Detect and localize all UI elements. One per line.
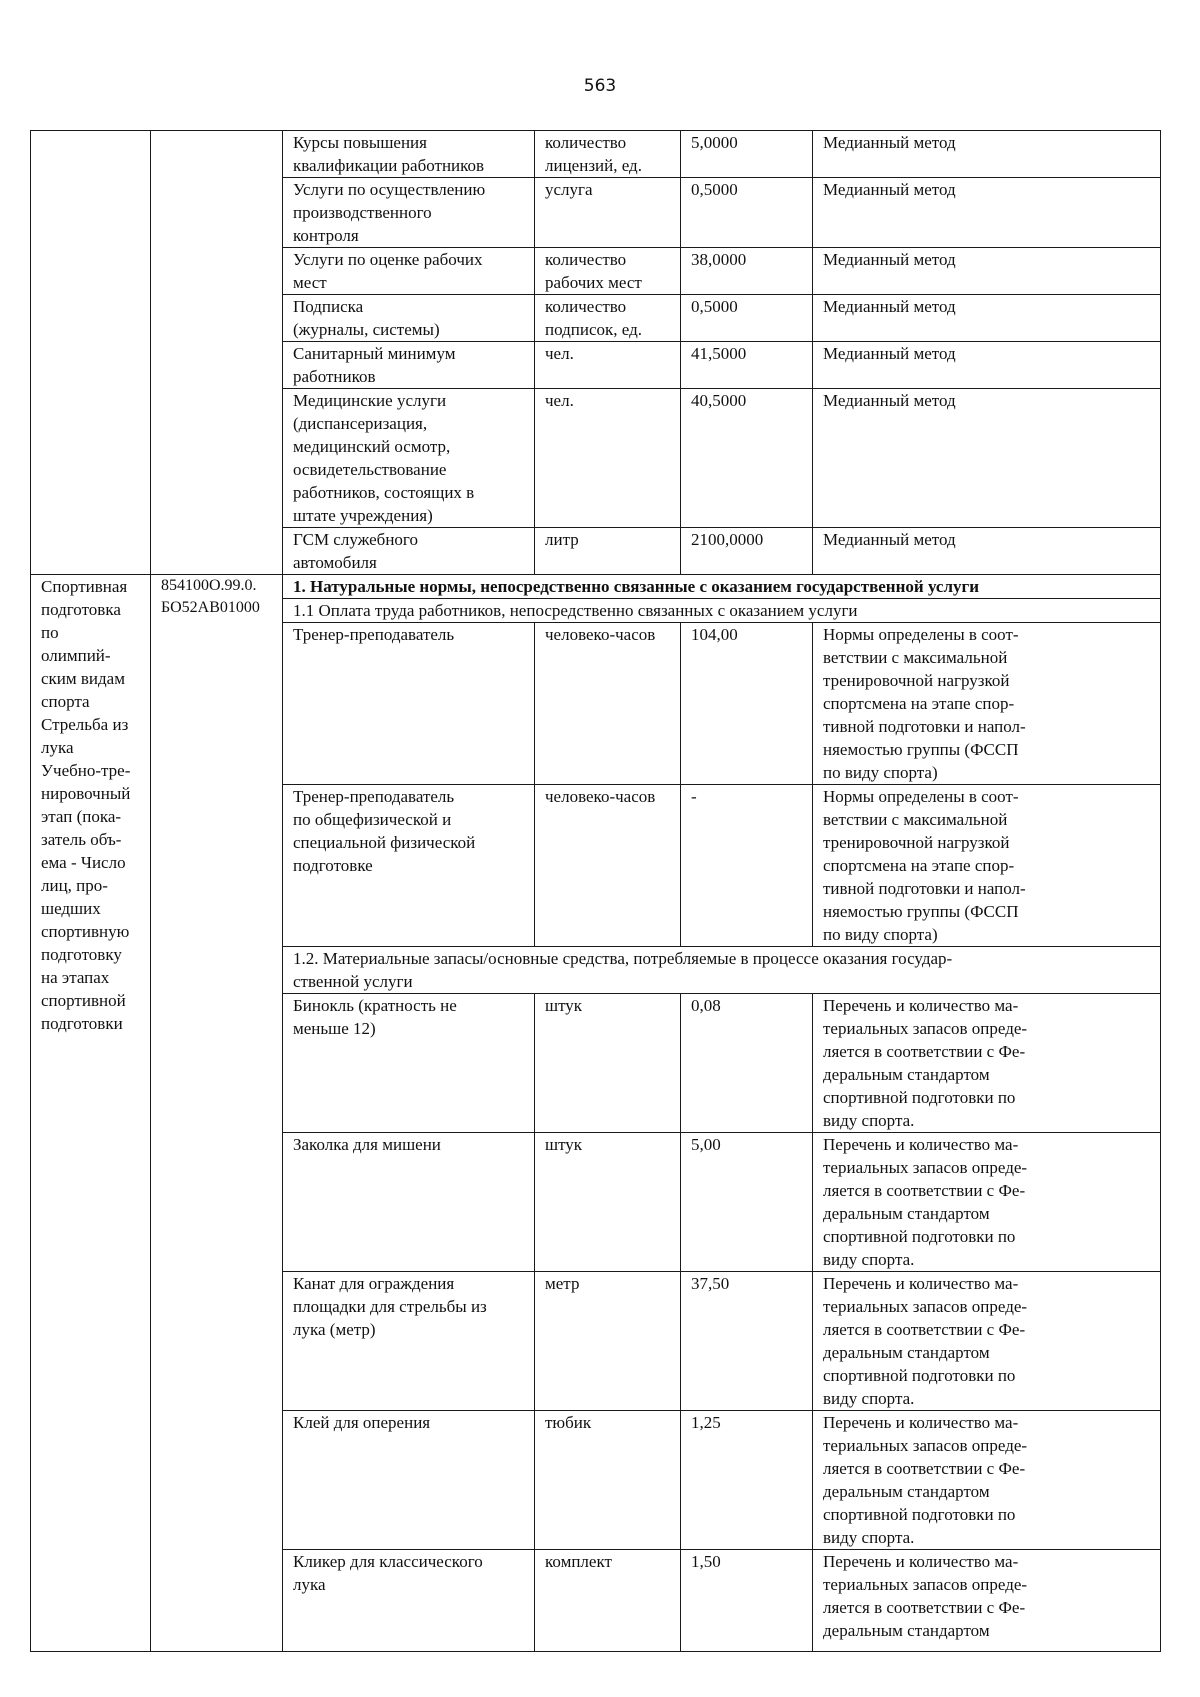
item-name-cell: Тренер-преподаватель по общефизической и специальной физической подготовке	[283, 785, 535, 947]
value-cell: 0,08	[681, 994, 813, 1133]
service-code-cell-cont	[151, 131, 283, 575]
value-cell: 5,00	[681, 1133, 813, 1272]
unit-cell: комплект	[535, 1550, 681, 1652]
norms-table	[30, 130, 1161, 1652]
item-name-cell: Заколка для мишени	[283, 1133, 535, 1272]
method-cell: Медианный метод	[813, 178, 1161, 248]
service-title-cell: Спортивная подготовка по олимпий- ским видам спорта Стрельба из лука Учебно-тре- нировочный этап (пока- затель объ- ема - Число лиц, про- шедших спортивную подготовку на этапах спортивной подготовки	[31, 575, 151, 1652]
item-name-cell: Канат для ограждения площадки для стрельбы из лука (метр)	[283, 1272, 535, 1411]
section-1-title: 1. Натуральные нормы, непосредственно связанные с оказанием государственной услуги	[283, 575, 1161, 599]
unit-cell: количество рабочих мест	[535, 248, 681, 295]
value-cell: 1,50	[681, 1550, 813, 1652]
item-name-cell: Бинокль (кратность не меньше 12)	[283, 994, 535, 1133]
method-cell: Медианный метод	[813, 528, 1161, 575]
method-cell: Перечень и количество ма- териальных запасов опреде- ляется в соответствии с Фе- деральным стандартом спортивной подготовки по виду спорта.	[813, 994, 1161, 1133]
item-name-cell: Услуги по оценке рабочих мест	[283, 248, 535, 295]
value-cell: 40,5000	[681, 389, 813, 528]
method-cell: Нормы определены в соот- ветствии с максимальной тренировочной нагрузкой спортсмена на этапе спор- тивной подготовки и напол- няемостью группы (ФССП по виду спорта)	[813, 785, 1161, 947]
value-cell: 0,5000	[681, 178, 813, 248]
value-cell: 41,5000	[681, 342, 813, 389]
unit-cell: литр	[535, 528, 681, 575]
value-cell: 104,00	[681, 623, 813, 785]
value-cell: 0,5000	[681, 295, 813, 342]
value-cell: 1,25	[681, 1411, 813, 1550]
service-title-cell-cont	[31, 131, 151, 575]
unit-cell: штук	[535, 1133, 681, 1272]
item-name-cell: Медицинские услуги (диспансеризация, медицинский осмотр, освидетельствование работников, состоящих в штате учреждения)	[283, 389, 535, 528]
method-cell: Перечень и количество ма- териальных запасов опреде- ляется в соответствии с Фе- деральным стандартом спортивной подготовки по виду спорта.	[813, 1411, 1161, 1550]
value-cell: 2100,0000	[681, 528, 813, 575]
unit-cell: тюбик	[535, 1411, 681, 1550]
unit-cell: количество подписок, ед.	[535, 295, 681, 342]
method-cell: Перечень и количество ма- териальных запасов опреде- ляется в соответствии с Фе- деральным стандартом спортивной подготовки по виду спорта.	[813, 1133, 1161, 1272]
unit-cell: человеко-часов	[535, 623, 681, 785]
item-name-cell: Тренер-преподаватель	[283, 623, 535, 785]
section-1-1-title: 1.1 Оплата труда работников, непосредственно связанных с оказанием услуги	[283, 599, 1161, 623]
item-name-cell: Услуги по осуществлению производственного контроля	[283, 178, 535, 248]
method-cell: Медианный метод	[813, 342, 1161, 389]
page-number: 563	[583, 76, 617, 96]
item-name-cell: Кликер для классического лука	[283, 1550, 535, 1652]
unit-cell: чел.	[535, 342, 681, 389]
method-cell: Нормы определены в соот- ветствии с максимальной тренировочной нагрузкой спортсмена на этапе спор- тивной подготовки и напол- няемостью группы (ФССП по виду спорта)	[813, 623, 1161, 785]
unit-cell: человеко-часов	[535, 785, 681, 947]
table-row	[31, 131, 1161, 178]
unit-cell: штук	[535, 994, 681, 1133]
item-name-cell: Санитарный минимум работников	[283, 342, 535, 389]
item-name-cell: Курсы повышения квалификации работников	[283, 131, 535, 178]
service-code-cell: 854100О.99.0. БО52АВ01000	[151, 575, 283, 1652]
value-cell: 38,0000	[681, 248, 813, 295]
item-name-cell: Клей для оперения	[283, 1411, 535, 1550]
value-cell: 5,0000	[681, 131, 813, 178]
unit-cell: количество лицензий, ед.	[535, 131, 681, 178]
section-1-2-title: 1.2. Материальные запасы/основные средства, потребляемые в процессе оказания государ- ственной услуги	[283, 947, 1161, 994]
unit-cell: метр	[535, 1272, 681, 1411]
method-cell: Перечень и количество ма- териальных запасов опреде- ляется в соответствии с Фе- деральным стандартом спортивной подготовки по виду спорта.	[813, 1272, 1161, 1411]
item-name-cell: Подписка (журналы, системы)	[283, 295, 535, 342]
unit-cell: чел.	[535, 389, 681, 528]
method-cell: Медианный метод	[813, 131, 1161, 178]
method-cell: Перечень и количество ма- териальных запасов опреде- ляется в соответствии с Фе- деральным стандартом	[813, 1550, 1161, 1652]
value-cell: 37,50	[681, 1272, 813, 1411]
item-name-cell: ГСМ служебного автомобиля	[283, 528, 535, 575]
unit-cell: услуга	[535, 178, 681, 248]
method-cell: Медианный метод	[813, 248, 1161, 295]
method-cell: Медианный метод	[813, 295, 1161, 342]
method-cell: Медианный метод	[813, 389, 1161, 528]
value-cell: -	[681, 785, 813, 947]
section-row	[31, 575, 1161, 599]
